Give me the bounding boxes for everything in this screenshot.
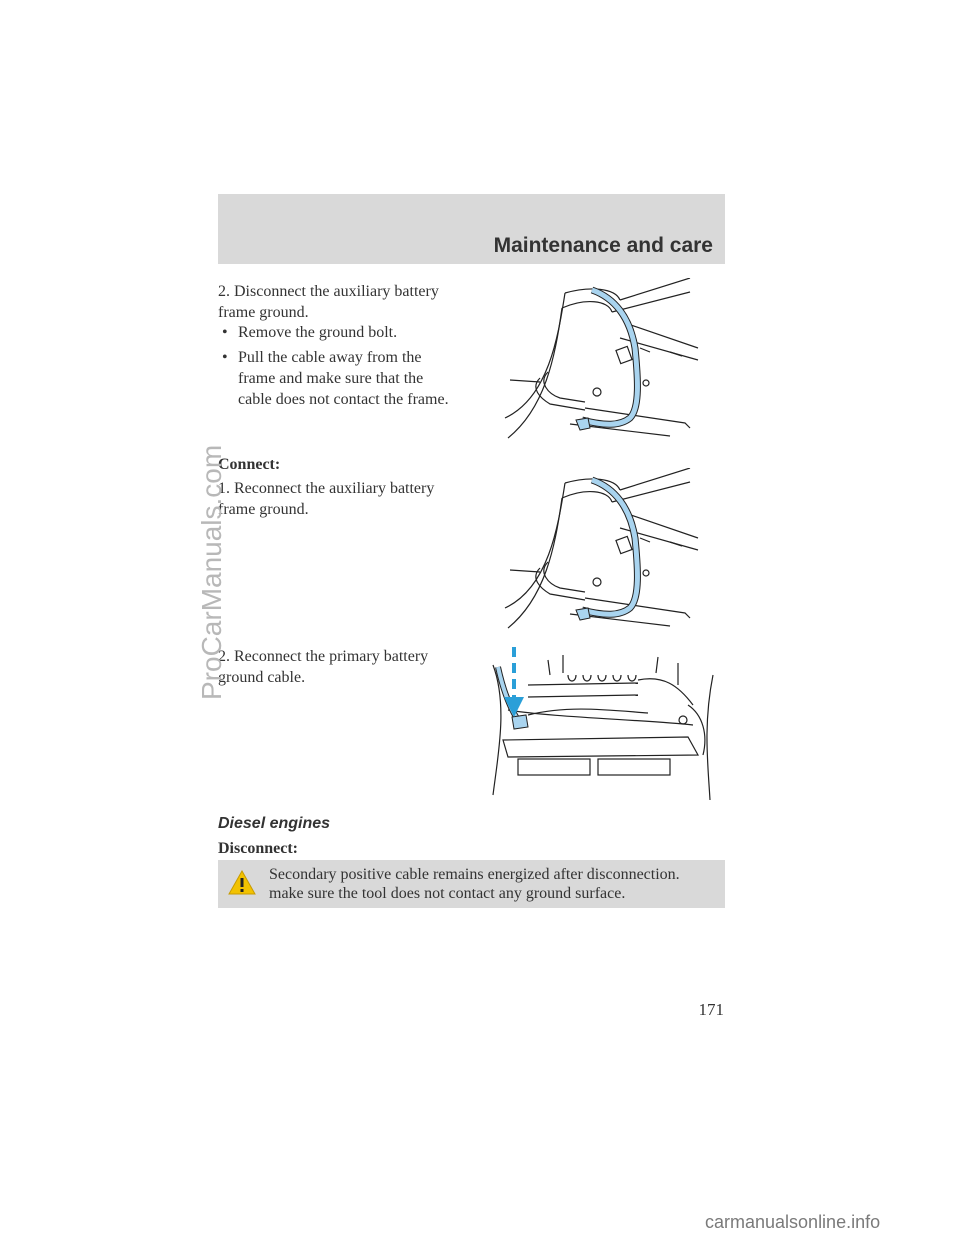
bullet-pull-cable: Pull the cable away from the frame and make sure that the cable does not contact the frame.	[238, 349, 449, 408]
side-watermark: ProCarManuals.com	[196, 444, 227, 700]
warning-triangle-icon	[228, 870, 256, 895]
warning-text: Secondary positive cable remains energized after disconnection. make sure the tool does not contact any ground surface.	[269, 866, 680, 902]
page-number: 171	[698, 1000, 724, 1019]
bullet-mark: •	[222, 349, 228, 366]
frame-ground-illustration-2	[500, 468, 710, 648]
connect-heading: Connect:	[218, 456, 281, 473]
bullet-mark: •	[222, 324, 228, 341]
step1-reconnect-text: 1. Reconnect the auxiliary battery frame ground.	[218, 480, 435, 518]
bullet-remove-bolt: Remove the ground bolt.	[238, 324, 398, 341]
section-title: Maintenance and care	[493, 234, 713, 257]
disconnect-heading: Disconnect:	[218, 840, 298, 857]
step2-reconnect-text: 2. Reconnect the primary battery ground cable.	[218, 648, 429, 686]
frame-ground-illustration-1	[500, 278, 710, 458]
primary-battery-illustration	[488, 645, 720, 803]
section-header	[218, 194, 725, 264]
step2-disconnect-text: 2. Disconnect the auxiliary battery frame ground.	[218, 283, 439, 321]
footer-watermark: carmanualsonline.info	[705, 1212, 881, 1232]
warning-box	[218, 860, 725, 908]
diesel-heading: Diesel engines	[218, 815, 331, 832]
